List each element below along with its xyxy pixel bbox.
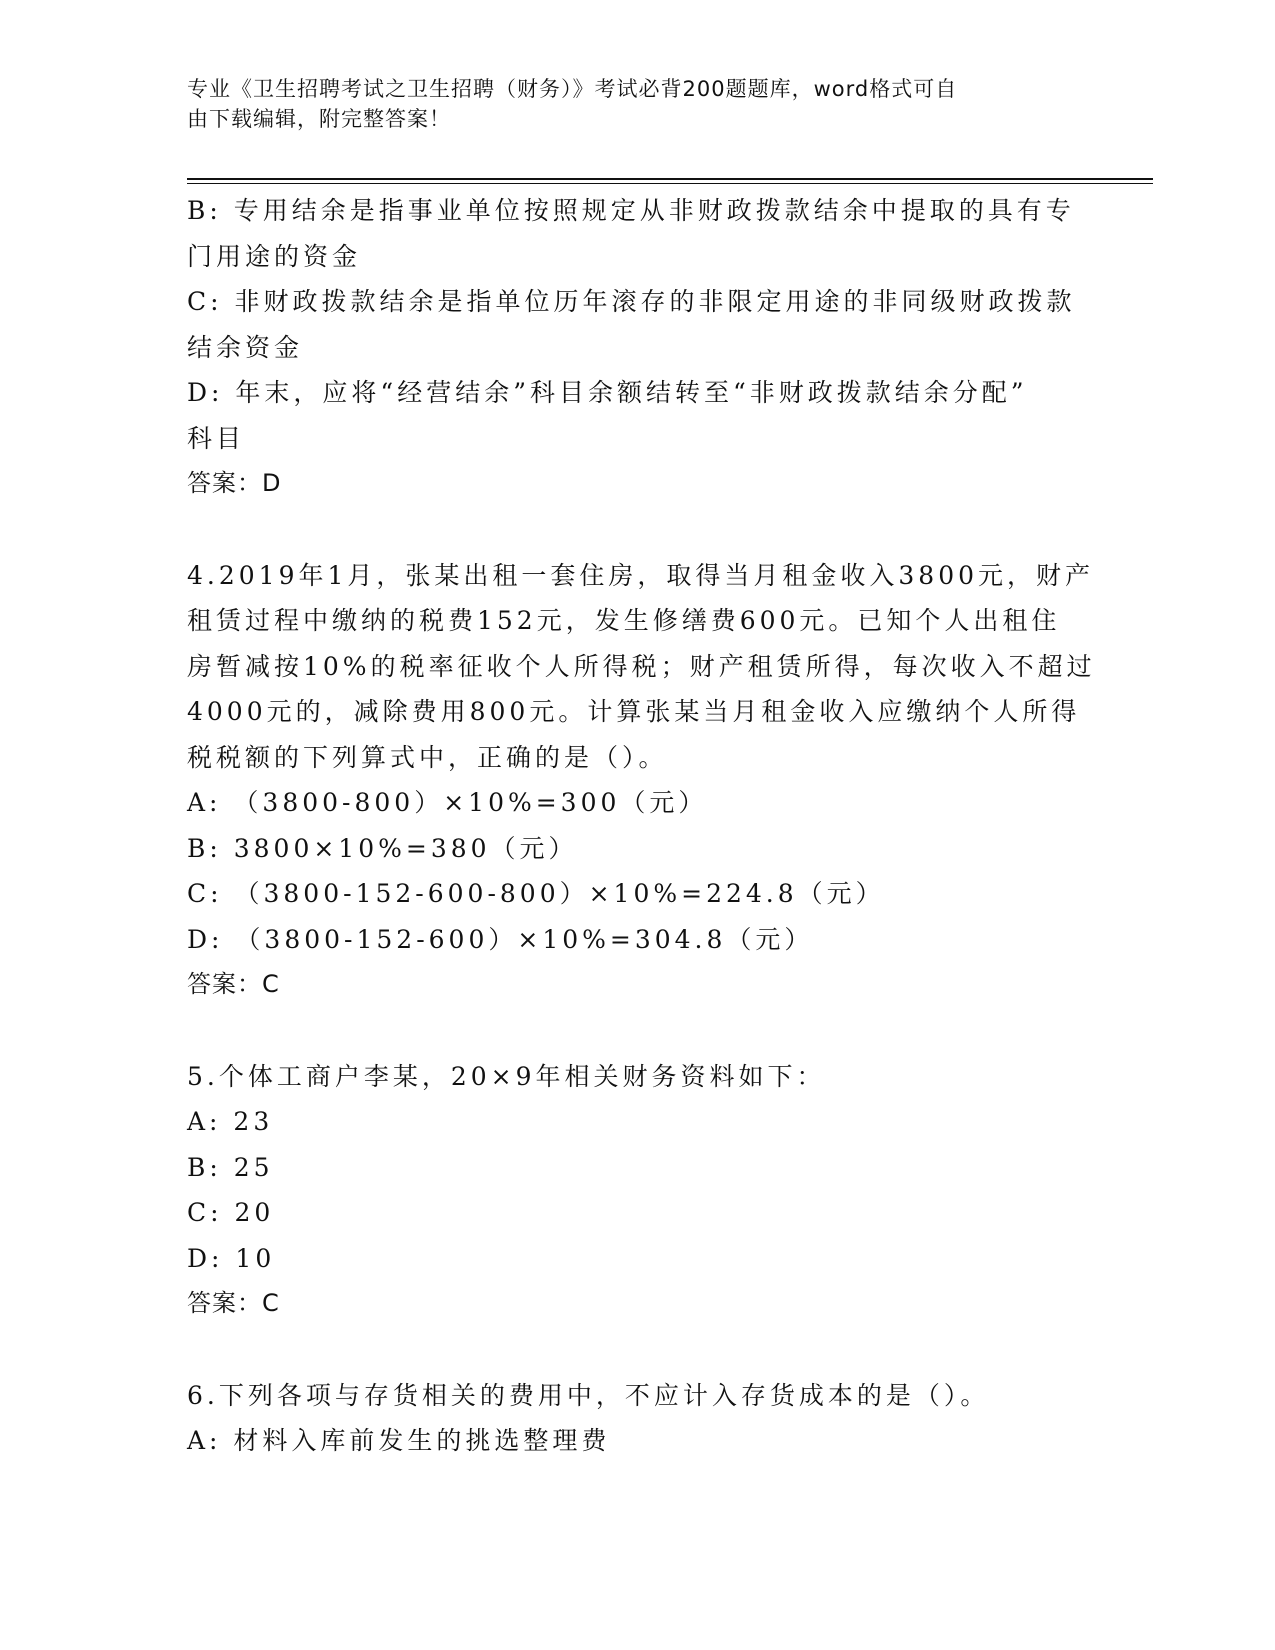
header-line-2: 由下载编辑，附完整答案！ <box>187 107 451 131</box>
question-5 <box>187 1054 1087 1327</box>
option-c: C: （3800-152-600-800）×10%=224.8（元） <box>187 879 885 908</box>
question-3 <box>187 188 1087 507</box>
option-c-continued: 结余资金 <box>187 332 304 362</box>
question-stem-continued: 税税额的下列算式中，正确的是（）。 <box>187 742 668 772</box>
option-c: C: 20 <box>187 1198 275 1227</box>
spacer <box>187 1327 1087 1373</box>
question-4 <box>187 553 1096 1008</box>
option-b: B: 专用结余是指事业单位按照规定从非财政拨款结余中提取的具有专 <box>187 196 1075 225</box>
header-line-1: 专业《卫生招聘考试之卫生招聘（财务）》考试必背200题题库，word格式可自 <box>187 77 958 101</box>
option-d: D: 年末，应将“经营结余”科目余额结转至“非财政拨款结余分配” <box>187 378 1028 407</box>
spacer <box>187 507 1087 553</box>
option-b-continued: 门用途的资金 <box>187 241 362 271</box>
question-stem-continued: 房暂减按10%的税率征收个人所得税；财产租赁所得，每次收入不超过 <box>187 651 1096 681</box>
question-stem-continued: 4000元的，减除费用800元。计算张某当月租金收入应缴纳个人所得 <box>187 697 1081 726</box>
question-stem: 5.个体工商户李某，20×9年相关财务资料如下： <box>187 1061 826 1091</box>
answer-line: 答案：C <box>187 970 280 998</box>
option-b: B: 3800×10%=380（元） <box>187 833 578 863</box>
option-a: A: 23 <box>187 1107 274 1136</box>
question-stem: 6.下列各项与存货相关的费用中，不应计入存货成本的是（）。 <box>187 1380 990 1410</box>
header-divider-thick <box>187 178 1153 180</box>
question-6 <box>187 1373 1087 1464</box>
option-a: A: （3800-800）×10%=300（元） <box>187 788 708 817</box>
option-d: D: （3800-152-600）×10%=304.8（元） <box>187 924 814 954</box>
question-content <box>187 188 1096 1464</box>
question-stem: 4.2019年1月，张某出租一套住房，取得当月租金收入3800元，财产 <box>187 560 1095 590</box>
question-stem-continued: 租赁过程中缴纳的税费152元，发生修缮费600元。已知个人出租住 <box>187 606 1061 635</box>
header-divider-thin <box>187 183 1153 184</box>
document-header <box>187 74 1067 134</box>
option-d-continued: 科目 <box>187 423 246 453</box>
option-a: A: 材料入库前发生的挑选整理费 <box>187 1426 611 1455</box>
option-d: D: 10 <box>187 1243 276 1273</box>
answer-line: 答案：C <box>187 1289 280 1317</box>
spacer <box>187 1008 1087 1054</box>
option-c: C: 非财政拨款结余是指单位历年滚存的非限定用途的非同级财政拨款 <box>187 287 1076 316</box>
answer-line: 答案：D <box>187 469 282 497</box>
option-b: B: 25 <box>187 1152 274 1182</box>
